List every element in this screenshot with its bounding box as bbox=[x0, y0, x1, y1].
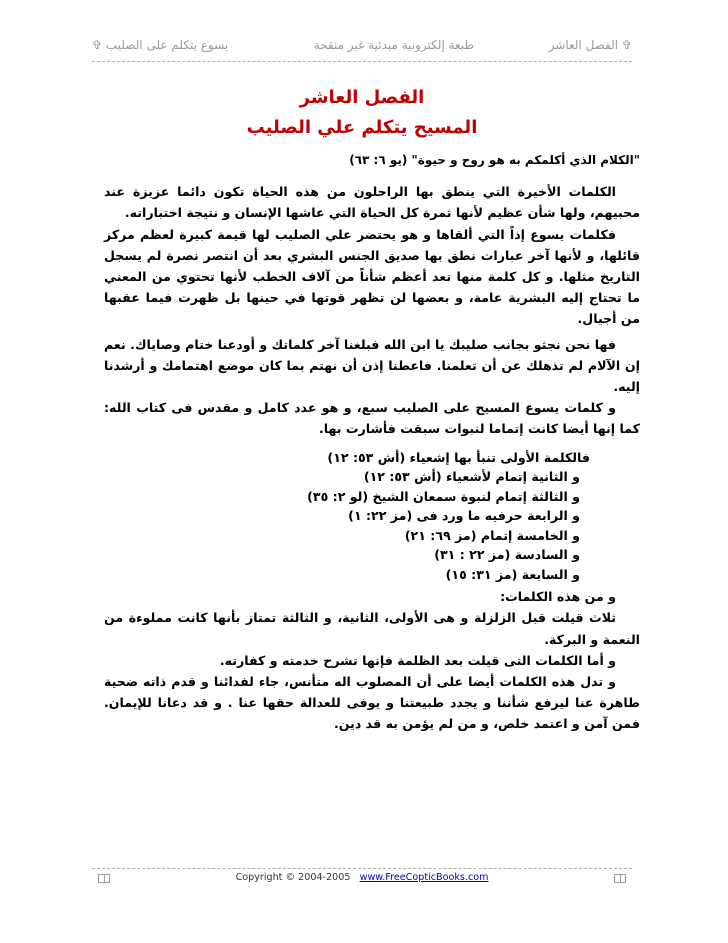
paragraph: فها نحن نجثو بجانب صليبك يا ابن الله فبلغنا آخر كلماتك و أودعنا ختام وصاياك. نعم إن الآلام لم تذهلك عن أن تعلمنا. فاعطنا إذن أن نهتم بما كان موضع اهتمامك و أرشدنا إليه. bbox=[104, 336, 640, 395]
paragraph: ثلاث قيلت قبل الزلزلة و هى الأولى، الثانية، و الثالثة تمتاز بأنها كانت مملوءة من النعمة و البركة. bbox=[104, 610, 640, 647]
running-header bbox=[92, 38, 632, 58]
list-item: و الثانية إتمام لأشعياء (أش ٥٣: ١٢) bbox=[363, 469, 580, 485]
paragraph: فكلمات يسوع إذاً التي ألقاها و هو يحتضر علي الصليب لها قيمة كبيرة لعظم مركز قائلها، و لأنها آخر عبارات نطق بها صديق الجنس البشري بعد أن انتصر نصرة لم يسجل التاريخ مثلها. و كل كلمة منها تعد أعظم شأناً من آلاف الخطب لأنها تحتوي من المعني ما تحتاج إليه البشرية عامة، و بعضها لن تظهر قوتها في حينها بل ظهرت فيما عقبها من أجيال. bbox=[104, 226, 640, 327]
chapter-title: الفصل العاشر bbox=[299, 87, 425, 108]
epigraph-quote: "الكلام الذي أكلمكم به هو روح و حيوة" (يو ٦: ٦٣) bbox=[349, 153, 640, 167]
list-item: فالكلمة الأولى تنبأ بها إشعياء (أش ٥٣: ١٢) bbox=[327, 449, 590, 465]
paragraph: و أما الكلمات التى قيلت بعد الظلمة فإنها تشرح خدمته و كفارته. bbox=[219, 652, 616, 668]
header-chapter: ✞ الفصل العاشر bbox=[548, 38, 632, 52]
paragraph: الكلمات الأخيرة التي ينطق بها الراحلون من هذه الحياة تكون دائما عزيزة عند محبيهم، ولها شأن عظيم لأنها ثمرة كل الحياة التي عاشها الإنسان و نتيجة اختباراته. bbox=[104, 184, 640, 221]
chapter-body bbox=[104, 150, 640, 735]
list-item: و الخامسة إتمام (مز ٦٩: ٢١) bbox=[404, 527, 580, 543]
list-item: و الثالثة إتمام لنبوة سمعان الشيخ (لو ٢: ٣٥) bbox=[307, 488, 580, 504]
website-link[interactable]: www.FreeCopticBooks.com bbox=[359, 872, 489, 883]
seven-words-list bbox=[104, 448, 640, 585]
paragraph: و كلمات يسوع المسيح على الصليب سبع، و هو عدد كامل و مقدس فى كتاب الله: كما إنها أيضا كانت إتماما لنبوات سبقت فأشارت بها. bbox=[104, 400, 640, 437]
paragraph: و من هذه الكلمات: bbox=[500, 589, 616, 605]
chapter-subtitle: المسيح يتكلم علي الصليب bbox=[246, 117, 478, 138]
header-divider bbox=[92, 61, 632, 62]
footer-copyright-line bbox=[92, 872, 632, 883]
list-item: و السادسة (مز ٢٢ : ٣١) bbox=[434, 547, 580, 563]
header-edition-note: طبعة إلكترونية مبدئية غير منقحة bbox=[313, 38, 474, 52]
paragraph: و تدل هذه الكلمات أيضا على أن المصلوب اله متأنس، جاء لفدائنا و قدم ذاته ضحية طاهرة عنا ليرفع شأننا و يجدد طبيعتنا و يوفى للعدالة حقها عنا . و قد دعانا للإيمان. فمن آمن و اعتمد خلص، و من لم يؤمن به قد دين. bbox=[104, 673, 640, 732]
list-item: و الرابعة حرفيه ما ورد فى (مز ٢٢: ١) bbox=[348, 508, 580, 524]
page-footer bbox=[92, 872, 632, 888]
footer-divider bbox=[92, 868, 632, 869]
list-item: و السابعة (مز ٣١: ١٥) bbox=[445, 566, 580, 582]
header-book-title: يسوع يتكلم على الصليب ✞ bbox=[92, 38, 229, 52]
copyright-text: Copyright © 2004-2005 bbox=[235, 872, 351, 883]
book-icon bbox=[614, 874, 626, 883]
